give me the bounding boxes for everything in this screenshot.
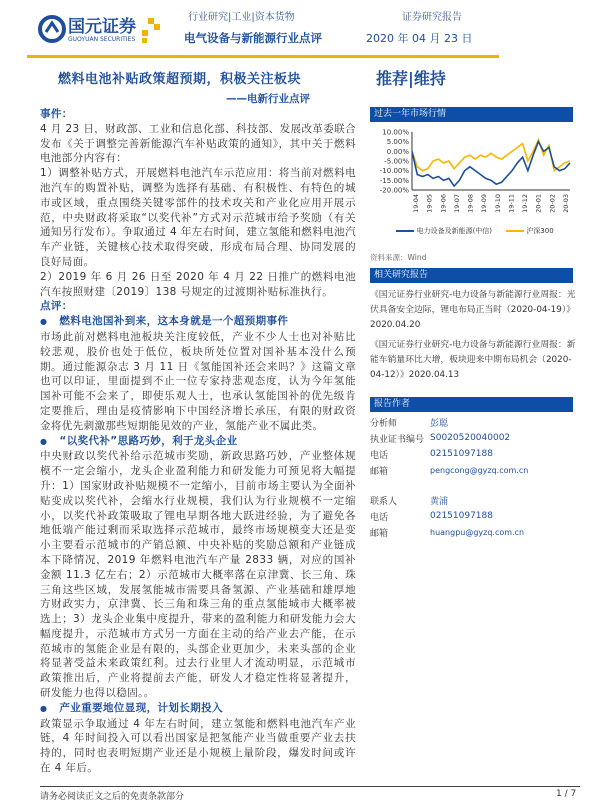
x-tick-label: 20-01 bbox=[534, 194, 543, 213]
x-tick-label: 19-07 bbox=[452, 194, 461, 213]
section-heading: ● “以奖代补”思路巧妙，利于龙头企业 bbox=[40, 434, 356, 450]
rating: 推荐|维持 bbox=[376, 69, 446, 88]
email-link[interactable]: pengcong@gyzq.com.cn bbox=[430, 465, 529, 475]
label: 分析师 bbox=[370, 418, 398, 429]
x-tick-label: 19-04 bbox=[412, 194, 420, 213]
section-heading: ● 产业重要地位显现，计划长期投入 bbox=[40, 701, 356, 717]
author-info bbox=[370, 414, 580, 540]
y-tick-label: 10.00% bbox=[382, 128, 409, 137]
label: 邮箱 bbox=[370, 528, 389, 539]
x-tick-label: 19-05 bbox=[425, 194, 434, 213]
cert-number: S0020520040002 bbox=[430, 433, 511, 443]
phone: 02151097188 bbox=[430, 449, 493, 459]
market-chart bbox=[370, 124, 580, 224]
main-body bbox=[40, 107, 356, 776]
legend-item: 电力设备及新能源(中信) bbox=[396, 226, 492, 236]
x-tick-label: 20-03 bbox=[562, 194, 570, 213]
label: 联系人 bbox=[370, 496, 398, 507]
related-report[interactable]: 《国元证券行业研究-电力设备与新能源行业周报：新能车销量环比大增，板块迎来中期布局机会（2020-04-12）》2020.04.13 bbox=[370, 340, 576, 380]
x-tick-label: 19-08 bbox=[466, 194, 475, 213]
paragraph: 政策显示争取通过 4 年左右时间，建立氢能和燃料电池汽车产业链，4 年时间投入可以看出国家是把氢能产业当做重要产业去扶持的，同时也表明短期产业还是小规模上量阶段，爆发时间或许在 4 年后。 bbox=[40, 717, 356, 775]
chart-source: 资料来源：Wind bbox=[370, 253, 427, 262]
header-divider bbox=[27, 55, 499, 58]
series-line bbox=[412, 140, 570, 171]
paragraph: 中央财政以奖代补给示范城市奖励，新政思路巧妙，产业整体规模不一定会缩小，龙头企业盈利能力和研发能力可预见将大幅提升：1）国家财政补贴规模不一定缩小，目前市场主要认为全面补贴变成以奖代补，会缩水行业规模，我们认为行业规模不一定缩小，以奖代补政策吸取了锂电早期各地大跃进经验，为了避免各地低端产能过剩而采取选择示范城市，最终市场规模变大还是变小主要看示范城市的产销总额、中央补贴的奖励总额和产业链成本下降情况，2019 年燃料电池汽车产量 2833 辆，对应的国补金额 11.3 亿左右；2）示范城市大概率落在京津冀、长三角、珠三角这些区域，发展氢能城市需要具备氢源、产业基础和雄厚地方财政实力，京津冀、长三角和珠三角的重点氢能城市大概率被选上；3）龙头企业集中度提升，带来的盈利能力和研发能力会大幅度提升，示范城市方式另一方面在主动的给产业去产能，在示范城市的氢能企业是有限的，头部企业更加少，未来头部的企业将显著受益未来政策红利。过去行业里人才流动明显，示范城市政策推出后，产业将提前去产能，研发人才稳定性将显著提升，研发能力也得以稳固。。 bbox=[40, 450, 356, 700]
company-name-en: GUOYUAN SECURITIES bbox=[68, 36, 136, 43]
phone: 02151097188 bbox=[430, 511, 493, 521]
page-subtitle: ——电新行业点评 bbox=[226, 93, 310, 105]
page-number: 1 / 7 bbox=[556, 789, 577, 799]
label: 电话 bbox=[370, 512, 389, 523]
paragraph: 1）调整补贴方式，开展燃料电池汽车示范应用：将当前对燃料电池汽车的购置补贴，调整为选择有基础、有积极性、有特色的城市或区域，重点围绕关键零部件的技术攻关和产业化应用开展示范，中央财政将采取“以奖代补”方式对示范城市给予奖励（有关通知另行发布）。争取通过 4 年左右时间，建立氢能和燃料电池汽车产业链，关键核心技术取得突破，形成布局合理、协同发展的良好局面。 bbox=[40, 167, 356, 268]
company-name: 国元证券 bbox=[68, 17, 136, 37]
x-tick-label: 19-09 bbox=[480, 194, 489, 213]
analyst-name: 彭聪 bbox=[430, 418, 449, 429]
report-date: 2020 年 04 月 23 日 bbox=[366, 32, 473, 45]
chart-legend bbox=[370, 226, 580, 236]
x-tick-label: 19-10 bbox=[493, 194, 502, 213]
author-section-header: 报告作者 bbox=[370, 397, 573, 412]
paragraph: 2）2019 年 6 月 26 日至 2020 年 4 月 22 日推广的燃料电池汽车按照财建〔2019〕138 号规定的过渡期补贴标准执行。 bbox=[40, 270, 356, 298]
contact-name: 黄浦 bbox=[430, 496, 449, 507]
comment-heading: 点评： bbox=[40, 300, 73, 313]
related-reports bbox=[370, 288, 576, 383]
label: 电话 bbox=[370, 450, 389, 461]
y-tick-label: -5.00% bbox=[384, 157, 409, 166]
sub-category: 电气设备与新能源行业点评 bbox=[184, 31, 322, 45]
legend-item: 沪深300 bbox=[506, 226, 554, 236]
section-heading: ● 燃料电池国补到来，这本身就是一个超预期事件 bbox=[40, 314, 356, 330]
footer-divider bbox=[40, 786, 580, 787]
footer-disclaimer: 请务必阅读正文之后的免责条款部分 bbox=[40, 792, 185, 802]
y-tick-label: 0.00% bbox=[386, 147, 409, 156]
series-line bbox=[412, 142, 570, 186]
page-title: 燃料电池补贴政策超预期，积极关注板块 bbox=[58, 72, 302, 87]
report-type: 证券研究报告 bbox=[402, 12, 462, 23]
email-link[interactable]: huangpu@gyzq.com.cn bbox=[430, 527, 525, 537]
x-tick-label: 19-06 bbox=[439, 194, 448, 213]
category: 行业研究|工业|资本货物 bbox=[188, 12, 295, 23]
label: 邮箱 bbox=[370, 466, 389, 477]
x-tick-label: 19-12 bbox=[521, 194, 530, 213]
y-tick-label: -20.00% bbox=[379, 186, 409, 195]
company-logo bbox=[38, 12, 178, 46]
y-tick-label: -10.00% bbox=[379, 167, 409, 176]
label: 执业证书编号 bbox=[370, 434, 425, 445]
related-section-header: 相关研究报告 bbox=[370, 268, 573, 283]
market-section-header: 过去一年市场行情 bbox=[370, 107, 573, 122]
x-tick-label: 20-02 bbox=[548, 194, 557, 213]
x-tick-label: 19-11 bbox=[507, 194, 516, 213]
event-heading: 事件： bbox=[40, 108, 73, 120]
paragraph: 市场此前对燃料电池板块关注度较低，产业不少人士也对补贴比较悲观，股价也处于低位，板块所处位置对国补基本没什么预期。通过能源杂志 3 月 11 日《氢能国补还会来吗？》这篇文章也可以印证，里面提到不止一位专家持悲观态度，认为今年氢能国补可能不会来了，即使乐观人士，也承认氢能国补的优先级肯定要推后，理由是疫情影响下中国经济增长承压，有限的财政资金将优先刺激那些短期能见效的产业，氢能产业不属此类。 bbox=[40, 330, 356, 432]
related-report[interactable]: 《国元证券行业研究-电力设备与新能源行业周报：光伏具备安全边际，锂电布局正当时（2020-04-19）》2020.04.20 bbox=[370, 290, 576, 330]
y-tick-label: 5.00% bbox=[386, 138, 409, 147]
y-tick-label: -15.00% bbox=[379, 176, 409, 185]
paragraph: 4 月 23 日，财政部、工业和信息化部、科技部、发展改革委联合发布《关于调整完善新能源汽车补贴政策的通知》，其中关于燃料电池部分内容有： bbox=[40, 122, 356, 165]
